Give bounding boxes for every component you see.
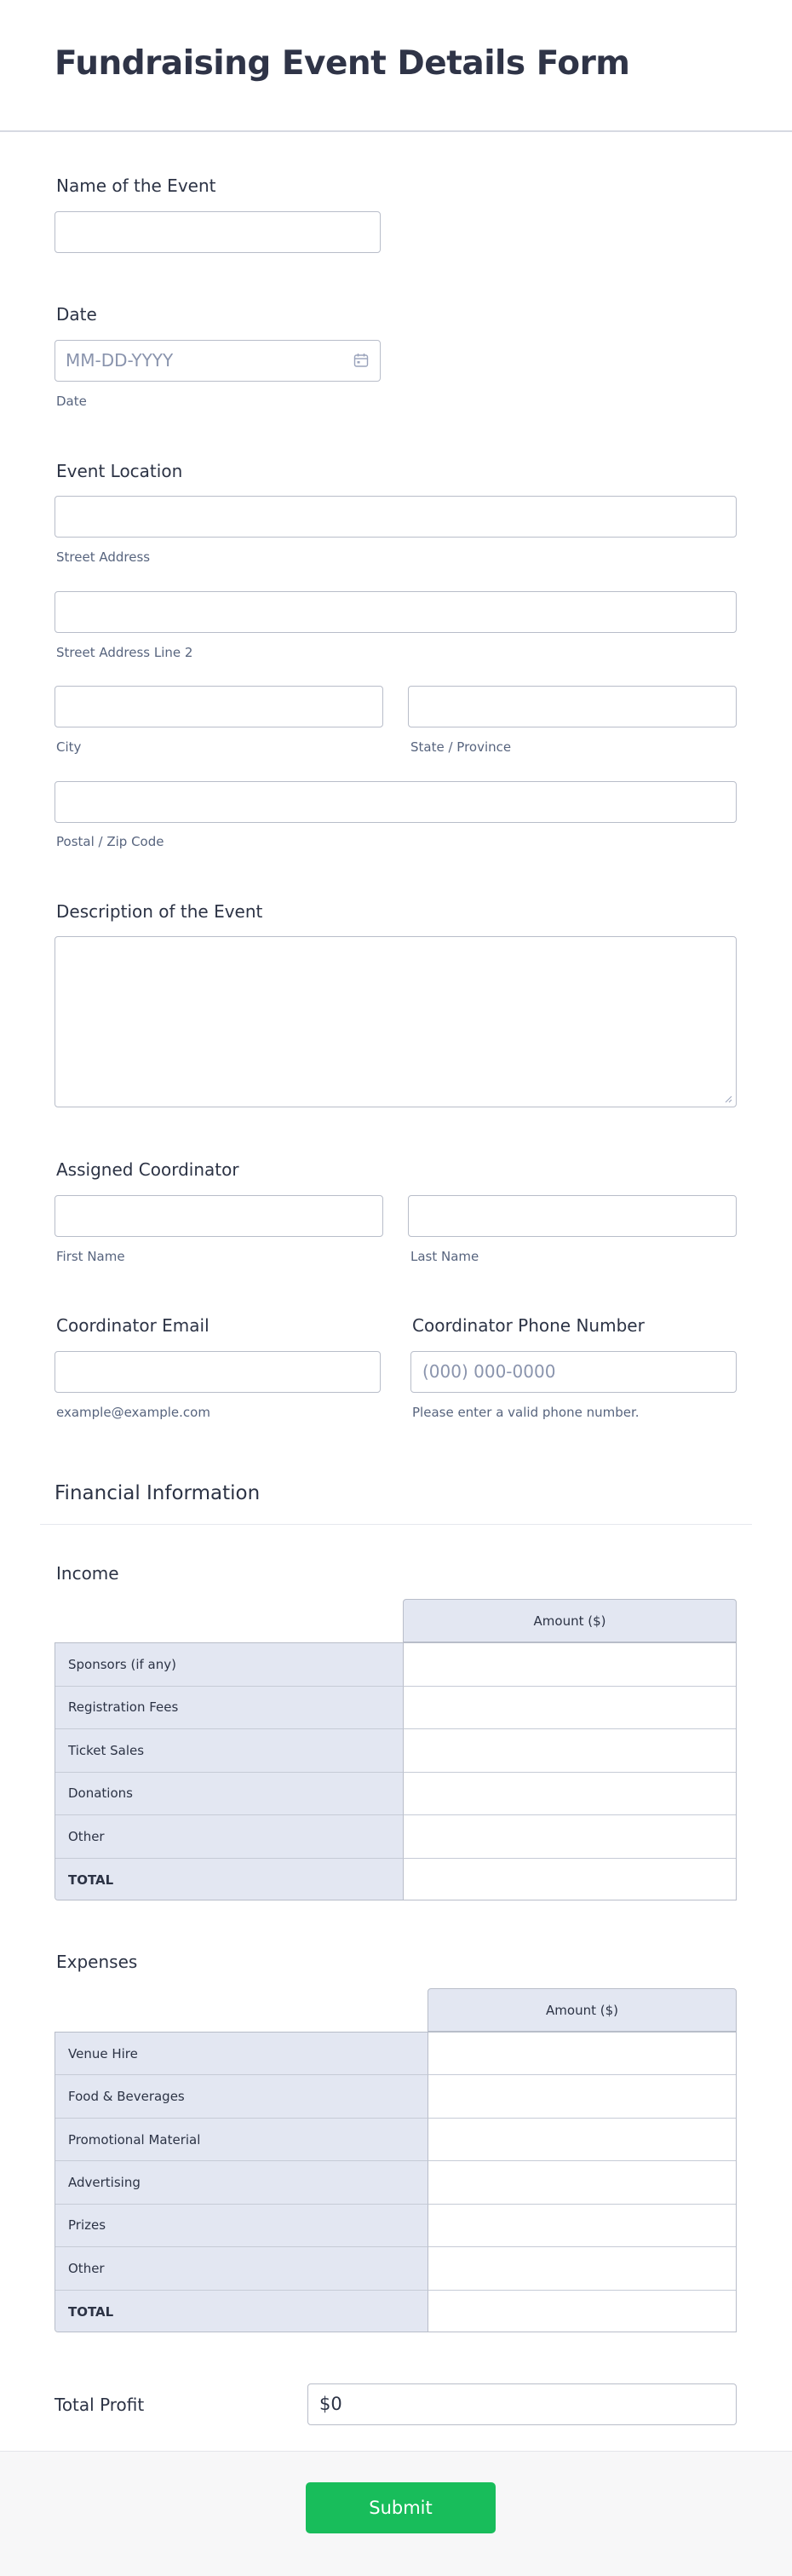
income-amount-header: Amount ($): [403, 1599, 737, 1642]
income-row-label: Donations: [55, 1773, 404, 1816]
total-profit-value: $0: [319, 2394, 342, 2414]
street-address-line2-input[interactable]: [55, 591, 737, 633]
coordinator-phone-input[interactable]: [410, 1351, 737, 1393]
expenses-amount-cell[interactable]: [428, 2205, 736, 2247]
income-amount-cell[interactable]: [404, 1773, 736, 1816]
expenses-row: [55, 2075, 736, 2118]
description-textarea[interactable]: [55, 936, 737, 1107]
expenses-row-label: TOTAL: [55, 2291, 428, 2332]
expenses-row: [55, 2247, 736, 2290]
submit-button[interactable]: Submit: [306, 2482, 496, 2533]
expenses-row-label: Food & Beverages: [55, 2075, 428, 2118]
income-amount-cell[interactable]: [404, 1643, 736, 1687]
income-row: [55, 1687, 736, 1730]
expenses-amount-cell[interactable]: [428, 2033, 736, 2075]
state-province-input[interactable]: [408, 686, 737, 727]
income-amount-cell[interactable]: [404, 1859, 736, 1901]
coordinator-email-sublabel: example@example.com: [56, 1405, 210, 1420]
income-row-label: Registration Fees: [55, 1687, 404, 1730]
expenses-row-label: Other: [55, 2247, 428, 2290]
calendar-icon[interactable]: [353, 353, 369, 368]
date-sublabel: Date: [56, 394, 87, 409]
last-name-sublabel: Last Name: [410, 1249, 479, 1264]
form-title: Fundraising Event Details Form: [55, 44, 630, 83]
income-amount-cell[interactable]: [404, 1815, 736, 1859]
postal-code-sublabel: Postal / Zip Code: [56, 834, 164, 849]
event-name-label: Name of the Event: [56, 175, 216, 196]
coordinator-phone-label: Coordinator Phone Number: [412, 1315, 645, 1336]
expenses-label: Expenses: [56, 1952, 138, 1972]
income-row-label: Sponsors (if any): [55, 1643, 404, 1687]
expenses-row-label: Promotional Material: [55, 2119, 428, 2161]
total-profit-label: Total Profit: [55, 2395, 145, 2415]
date-label: Date: [56, 304, 97, 325]
income-table: [55, 1642, 737, 1900]
expenses-amount-cell[interactable]: [428, 2161, 736, 2204]
income-row: [55, 1859, 736, 1901]
coordinator-phone-sublabel: Please enter a valid phone number.: [412, 1405, 640, 1420]
city-input[interactable]: [55, 686, 383, 727]
section-divider: [40, 1524, 752, 1525]
income-row: [55, 1815, 736, 1859]
coordinator-label: Assigned Coordinator: [56, 1159, 239, 1180]
expenses-row: [55, 2205, 736, 2247]
event-name-input[interactable]: [55, 211, 381, 253]
date-input[interactable]: [55, 340, 381, 382]
phone-placeholder: (000) 000-0000: [422, 1361, 556, 1382]
street-address-sublabel: Street Address: [56, 549, 151, 565]
expenses-amount-cell[interactable]: [428, 2119, 736, 2161]
income-amount-cell[interactable]: [404, 1729, 736, 1773]
date-placeholder: MM-DD-YYYY: [66, 350, 174, 371]
expenses-table: [55, 2032, 737, 2332]
expenses-row-label: Prizes: [55, 2205, 428, 2247]
expenses-row: [55, 2161, 736, 2204]
street-address-line2-sublabel: Street Address Line 2: [56, 645, 193, 660]
income-row-label: Other: [55, 1815, 404, 1859]
income-row-label: TOTAL: [55, 1859, 404, 1901]
first-name-sublabel: First Name: [56, 1249, 125, 1264]
expenses-row-label: Venue Hire: [55, 2033, 428, 2075]
first-name-input[interactable]: [55, 1195, 383, 1237]
expenses-row-label: Advertising: [55, 2161, 428, 2204]
postal-code-input[interactable]: [55, 781, 737, 823]
coordinator-email-input[interactable]: [55, 1351, 381, 1393]
coordinator-email-label: Coordinator Email: [56, 1315, 209, 1336]
income-row-label: Ticket Sales: [55, 1729, 404, 1773]
state-province-sublabel: State / Province: [410, 739, 512, 755]
event-location-label: Event Location: [56, 461, 183, 481]
city-sublabel: City: [56, 739, 82, 755]
description-label: Description of the Event: [56, 901, 263, 922]
expenses-row: [55, 2119, 736, 2161]
expenses-amount-cell[interactable]: [428, 2075, 736, 2118]
financial-information-heading: Financial Information: [55, 1482, 261, 1504]
income-row: [55, 1729, 736, 1773]
expenses-row: [55, 2291, 736, 2332]
income-row: [55, 1643, 736, 1687]
resize-handle-icon[interactable]: [724, 1095, 732, 1103]
expenses-amount-header: Amount ($): [428, 1988, 737, 2032]
street-address-input[interactable]: [55, 496, 737, 538]
expenses-amount-cell[interactable]: [428, 2291, 736, 2332]
total-profit-input[interactable]: [307, 2383, 737, 2425]
last-name-input[interactable]: [408, 1195, 737, 1237]
expenses-row: [55, 2033, 736, 2075]
income-label: Income: [56, 1563, 119, 1584]
income-row: [55, 1773, 736, 1816]
income-amount-cell[interactable]: [404, 1687, 736, 1730]
expenses-amount-cell[interactable]: [428, 2247, 736, 2290]
